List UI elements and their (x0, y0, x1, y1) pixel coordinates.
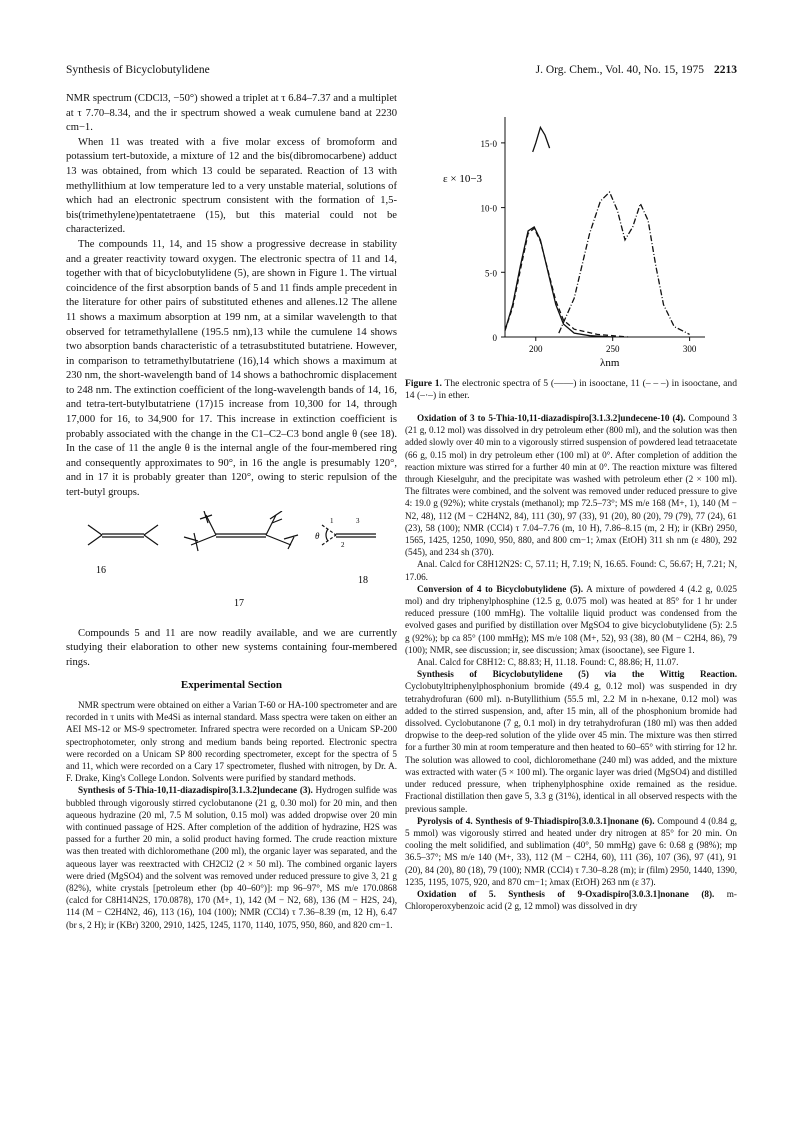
structures-16-17-18 (66, 511, 397, 621)
x-tick-label: 200 (529, 344, 543, 354)
label-16: 16 (96, 564, 106, 576)
y-axis-label: ε × 10−3 (443, 173, 483, 185)
procedure-title: Synthesis of Bicyclobutylidene (5) via the Wittig Reaction. (417, 669, 737, 680)
paragraph: NMR spectrum were obtained on either a Varian T-60 or HA-100 spectrometer and are recorded in τ units with Me4Si as internal standard. Mass spectra were taken on either an AEI MS-12 or MS-9 spectrometer. Infrared spectra were recorded on a Unicam SP-200 spectrophotometer, only strong and medium bands being reported. Electronic spectra were recorded on a Unicam SP 800 recording spectrometer, except for the spectra of 5 and 11, which were recorded on a Cary 17 spectrometer, flushed with nitrogen, by Dr. A. F. Drake, King's College London. Solvents were purified by standard methods. (66, 700, 397, 784)
paragraph: When 11 was treated with a five molar excess of bromoform and potassium tert-butoxide, a mixture of 12 and the bis(dibromocarbene) adduct 13 was obtained, from which 13 could be separated. Reaction of 13 with methyllithium at low temperature led to a very unstable material, solutions of which had an electronic spectrum consistent with the formation of 1,5-bis(trimethylene)pentatetraene (15), but this material could not be characterized. (66, 136, 397, 236)
label-17: 17 (234, 597, 244, 609)
atom-3: 3 (356, 516, 360, 525)
procedure-text: Cyclobutyltriphenylphosphonium bromide (49.4 g, 0.12 mol) was suspended in dry tetrahydrofuran (600 ml). n-Butyllithium (55.5 ml, 2.2 M in n-hexane, 0.12 mol) was added to the stirred suspension, and, after 15 min, all of the phosphonium bromide had dissolved. Cyclobutanone (7 g, 0.1 mol) in dry tetrahydrofuran (180 ml) was then added dropwise to the deep-red solution of the ylide over 45 min. The mixture was then stirred for a further 30 min at room temperature and then heated to 60–65° with stirring for 12 hr. The solution was allowed to cool, dichloromethane (240 ml) was added, and the mixture was extracted with water (5 × 100 ml). The organic layer was dried (MgSO4) and distilled under reduced pressure, when triphenylphosphine oxide remained as the residue. Fractional distillation then gave 5, 3.3 g (31%), identical in all observed respects with the previous sample. (405, 681, 737, 814)
figure-1 (405, 92, 737, 372)
paragraph (405, 888, 737, 912)
x-axis-label: λnm (600, 357, 620, 369)
series-5-upper-line (533, 127, 550, 151)
series-11-line (505, 228, 628, 337)
y-tick-label: 10·0 (480, 203, 497, 214)
label-18: 18 (358, 574, 368, 586)
atom-2: 2 (341, 540, 345, 549)
paragraph (66, 784, 397, 930)
running-header-journal (536, 64, 737, 76)
left-column (66, 92, 397, 931)
journal-citation: J. Org. Chem., Vol. 40, No. 15, 1975 (535, 64, 704, 76)
page-number: 2213 (714, 64, 737, 76)
paragraph: NMR spectrum (CDCl3, −50°) showed a triplet at τ 6.84–7.37 and a multiplet at τ 7.70–8.34, and the ir spectrum showed a weak cumulene band at 2230 cm−1. (66, 93, 397, 134)
procedure-title: Pyrolysis of 4. Synthesis of 9-Thiadispiro[3.0.3.1]nonane (6). (417, 815, 655, 826)
procedure-text: m-Chloroperoxybenzoic acid (2 g, 12 mmol) was dissolved in dry (405, 888, 737, 912)
procedure-text: Compound 3 (21 g, 0.12 mol) was dissolved in dry petroleum ether (800 ml), and the solution was then added slowly over 40 min to a vigorously stirred suspension of powdered lead tetraacetate (66 g, 0.15 mol) in dry petroleum ether (100 ml) at 0°. After completion of addition the reaction mixture was stirred for a further 40 min at 0°. The reaction mixture was filtered through Kieselguhr, and the precipitate was washed with petroleum ether (2 × 100 ml). The filtrates were combined, and the solvent was removed under reduced pressure to give 4: 19.0 g (92%); white crystals (methanol); mp 72.5–73°; MS m/e 168 (M+, 1), 140 (M − N2, 48), 112 (M − C2H4N2, 84), 111 (30), 97 (33), 91 (20), 80 (20), 79 (79), 77 (24), 61 (23), 58 (100); NMR (CCl4) τ 7.04–7.76 (m, 10 H), 7.86–8.15 (m, 2 H); ir (KBr) 2950, 1565, 1425, 1250, 1090, 950, 880, and 800 cm−1; λmax (EtOH) 311 sh nm (ε 480), 292 (545), and 234 sh (370). (405, 413, 737, 558)
paragraph (405, 583, 737, 656)
series-14-line (559, 192, 690, 334)
analysis: Anal. Calcd for C8H12: C, 88.83; H, 11.18. Found: C, 88.86; H, 11.07. (417, 657, 679, 668)
procedure-text: A mixture of powdered 4 (4.2 g, 0.025 mol) and dry triphenylphosphine (12.5 g, 0.075 mol) was heated at 85° for 1 hr under reduced pressure (100 mmHg). The voltalile liquid product was condensed from the evolved gases and purified by distillation over MgSO4 to give bicyclobutylidene (5): 2.5 g (92%); bp ca 85° (100 mmHg); MS m/e 108 (M+, 52), 93 (38), 80 (M − C2H4, 86), 79 (100); NMR, see discussion; ir, see discussion; λmax (isooctane), see Figure 1. (405, 583, 737, 655)
caption-text: The electronic spectra of 5 (——) in isooctane, 11 (– – –) in isooctane, and 14 (–·–) in ether. (405, 378, 737, 401)
right-column (405, 92, 737, 912)
procedure-title: Oxidation of 5. Synthesis of 9-Oxadispiro[3.0.3.1]nonane (8). (417, 888, 715, 899)
running-header-title: Synthesis of Bicyclobutylidene (66, 64, 210, 76)
procedure-title: Conversion of 4 to Bicyclobutylidene (5). (417, 583, 584, 594)
uv-spectrum-chart (405, 92, 737, 372)
paragraph: Compounds 5 and 11 are now readily available, and we are currently studying their elaboration to other new systems containing four-membered rings. (66, 627, 397, 668)
theta-label: θ (315, 530, 320, 541)
figure-caption (405, 378, 737, 402)
paragraph (405, 815, 737, 888)
procedure-title: Synthesis of 5-Thia-10,11-diazadispiro[3.1.3.2]undecane (3). (78, 785, 313, 796)
section-heading: Experimental Section (180, 679, 283, 692)
analysis: Anal. Calcd for C8H12N2S: C, 57.11; H, 7.19; N, 16.65. Found: C, 56.67; H, 7.21; N, 17.06. (405, 559, 737, 582)
procedure-text: Compound 4 (0.84 g, 5 mmol) was vigorously stirred and heated under dry nitrogen at 85° for 20 min. On cooling the melt solidified, and sublimation (40°, 50 mmHg) gave 6: 0.68 g (98%); mp 36.5–37°; MS m/e 140 (M+, 33), 112 (M − C2H4, 60), 111 (36), 107 (36), 97 (41), 91 (20), 84 (20), 80 (18), 79 (100); NMR (CCl4) τ 7.30–8.28 (m); ir (film) 2950, 1440, 1390, 1235, 1195, 1075, 920, and 870 cm−1; λmax (EtOH) 263 nm (ε 37). (405, 815, 737, 887)
procedure-text: Hydrogen sulfide was bubbled through vigorously stirred cyclobutanone (21 g, 0.30 mol) for 20 min, and then aqueous hydrazine (20 ml, 7.5 M solution, 0.15 mol) was added dropwise over 20 min with continued passage of H2S. After completion of the addition of hydrazine, H2S was passed for a further 20 min, a solid product having formed. The crude reaction mixture was then treated with dichloromethane (200 ml), the organic layer was separated, and the aqueous layer was reextracted with CH2Cl2 (2 × 50 ml). The combined organic layers were dried (MgSO4) and the solvent was removed under reduced pressure to give 3, 21 g (82%), white crystals [petroleum ether (bp 40–60°)]: mp 96–97°, MS m/e 170.0868 (calcd for C8H14N2S, 170.0878), 170 (M+, 1), 142 (M − N2, 68), 136 (M − H2S, 24), 114 (M − C2H4N2, 46), 113 (16), 104 (100); NMR (CCl4) τ 7.36–8.39 (m, 12 H), 6.47 (br s, 2 H); ir (KBr) 3200, 2910, 1425, 1245, 1170, 1140, 1075, 950, 860, and 820 cm−1. (66, 785, 397, 930)
procedure-title: Oxidation of 3 to 5-Thia-10,11-diazadispiro[3.1.3.2]undecene-10 (4). (417, 413, 686, 423)
caption-title: Figure 1. (405, 378, 442, 389)
paragraph (405, 412, 737, 558)
paragraph (405, 668, 737, 814)
x-tick-label: 250 (605, 344, 620, 354)
y-tick-label: 5·0 (485, 268, 497, 279)
y-tick-label: 15·0 (480, 138, 497, 149)
atom-1: 1 (330, 516, 334, 525)
series-5-line (505, 227, 613, 337)
paragraph: The compounds 11, 14, and 15 show a progressive decrease in stability and a greater reactivity toward oxygen. The electronic spectra of 11 and 14, together with that of bicyclobutylidene (5), are shown in Figure 1. The virtual coincidence of the first absorption bands of 5 and 11 finds ample precedent in the literature for other pairs of substituted ethenes and allenes.12 The allene 11 shows a maximum absorption at 199 nm, at a similar wavelength to that observed for tetramethylallene (195.5 nm),13 while the cumulene 14 shows two absorption bands characteristic of a tetrasubstituted butatriene. However, in comparison to tetramethylbutatriene (16),14 which shows a maximum at 230 nm, the short-wavelength band of 14 shows a bathochromic displacement to 248 nm. The extinction coefficient of the long-wavelength bands of 14, 16, and tetra-tert-butylbutatriene (17)15 increase from 10,300 for 14, through 17,000 for 16, to 34,900 for 17. This increase in extinction coefficient is probably associated with the change in the C1–C2–C3 bond angle θ (see 18). In the case of 11 the angle θ is the internal angle of the four-membered ring and consequently approximates to 90°, in 16 the angle is presumably 120°, and in 17 it is probably greater than 120°, owing to steric repulsion of the tert-butyl groups. (66, 238, 397, 499)
structure-drawings (66, 511, 397, 621)
y-tick-label: 0 (492, 333, 497, 343)
x-tick-label: 300 (682, 344, 697, 354)
